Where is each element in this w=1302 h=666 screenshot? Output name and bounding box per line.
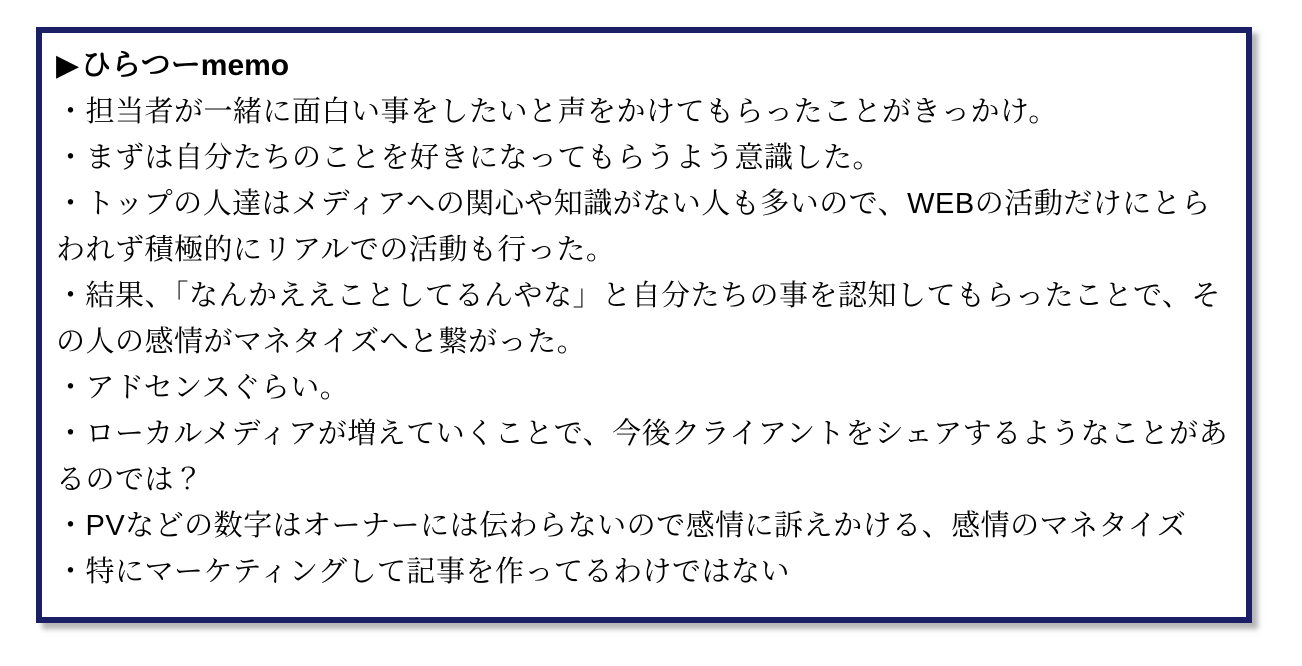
memo-item: ・PVなどの数字はオーナーには伝わらないので感情に訴えかける、感情のマネタイズ [56,510,1187,542]
memo-title-text: ひらつーmemo [81,49,290,82]
memo-item: ・ローカルメディアが増えていくことで、今後クライアントをシェアするようなことがあるのでは？ [56,418,1229,496]
memo-item: ・アドセンスぐらい。 [56,372,350,404]
memo-box [36,27,1252,623]
triangle-bullet-icon: ▶ [56,49,80,82]
memo-item: ・特にマーケティングして記事を作ってるわけではない [56,556,791,588]
memo-item: ・担当者が一緒に面白い事をしたいと声をかけてもらったことがきっかけ。 [56,96,1058,128]
memo-item: ・結果、「なんかええことしてるんやな」と自分たちの事を認知してもらったことで、その人の感情がマネタイズへと繋がった。 [56,280,1221,358]
memo-title [56,43,1234,89]
memo-item: ・まずは自分たちのことを好きになってもらうよう意識した。 [56,142,883,174]
memo-item: ・トップの人達はメディアへの関心や知識がない人も多いので、WEBの活動だけにとらわれず積極的にリアルでの活動も行った。 [56,188,1211,266]
